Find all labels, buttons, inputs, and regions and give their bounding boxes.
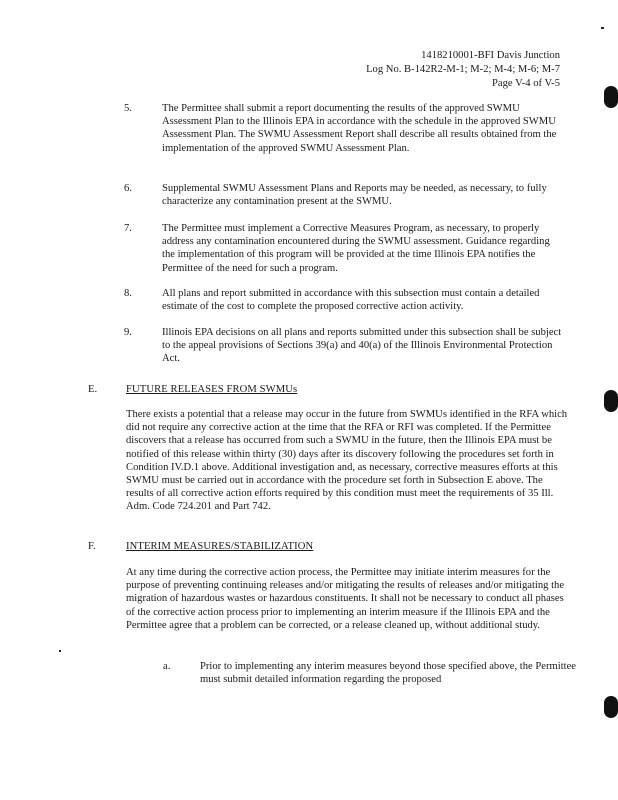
section-f-paragraph: At any time during the corrective action process, the Permittee may initiate interim measures for the purpose of preventing continuing releases and/or mitigating the results of releases and/or mitigating the migration of hazardous wastes or hazardous constituents. It shall not be necessary to conduct all phases of the corrective action process prior to implementing an interim measure if the Illinois EPA and the Permittee agree that a problem can be corrected, or a release cleaned up, without additional study. <box>126 567 565 631</box>
list-item-9 <box>124 326 564 366</box>
header-page-number: Page V-4 of V-5 <box>492 78 560 89</box>
list-item-8 <box>124 287 564 313</box>
binder-hole-middle <box>604 390 618 412</box>
subitem-letter: a. <box>163 661 171 672</box>
item-text: The Permittee shall submit a report documenting the results of the approved SWMU Assessment Plan to the Illinois EPA in accordance with the schedule in the approved SWMU Assessment Plan. The SWMU Assessment Report shall describe all results obtained from the implementation of the approved SWMU Assessment Plan. <box>162 103 557 154</box>
item-text: All plans and report submitted in accordance with this subsection must contain a detailed estimate of the cost to complete the proposed corrective action activity. <box>162 288 540 313</box>
section-f-subitem-a <box>163 660 583 686</box>
scan-mark <box>601 27 604 29</box>
section-f-title: INTERIM MEASURES/STABILIZATION <box>126 541 314 552</box>
item-number: 7. <box>124 223 132 234</box>
item-number: 9. <box>124 327 132 338</box>
subitem-text: Prior to implementing any interim measures beyond those specified above, the Permittee must submit detailed information regarding the proposed <box>200 661 576 686</box>
section-e-paragraph: There exists a potential that a release may occur in the future from SWMUs identified in the RFA which did not require any corrective action at the time that the RFA or RFI was completed. If the Permittee discovers that a release has occurred from such a SWMU in the future, then the Illinois EPA must be notified of this release within thirty (30) days after its discovery following the procedures set forth in Condition IV.D.1 above. Additional investigation and, as necessary, corrective measures efforts at this SWMU must be carried out in accordance with the procedure set forth in Subsection E above. The results of all corrective action efforts required by this condition must meet the requirements of 35 Ill. Adm. Code 724.201 and Part 742. <box>126 409 568 513</box>
header-log-number: Log No. B-142R2-M-1; M-2; M-4; M-6; M-7 <box>366 64 560 75</box>
binder-hole-bottom <box>604 696 618 718</box>
page-header <box>366 49 560 91</box>
item-text: Supplemental SWMU Assessment Plans and Reports may be needed, as necessary, to fully characterize any contamination present at the SWMU. <box>162 183 547 208</box>
section-e-letter: E. <box>88 384 98 395</box>
scan-mark <box>59 650 61 652</box>
section-e-title: FUTURE RELEASES FROM SWMUs <box>126 384 298 395</box>
item-text: Illinois EPA decisions on all plans and reports submitted under this subsection shall be subject to the appeal provisions of Sections 39(a) and 40(a) of the Illinois Environmental Protection Act. <box>162 327 562 365</box>
list-item-5 <box>124 102 564 155</box>
list-item-6 <box>124 182 564 208</box>
list-item-7 <box>124 222 564 275</box>
item-number: 6. <box>124 183 132 194</box>
item-number: 5. <box>124 103 132 114</box>
item-number: 8. <box>124 288 132 299</box>
item-text: The Permittee must implement a Corrective Measures Program, as necessary, to properly address any contamination encountered during the SWMU assessment. Guidance regarding the implementation of this program will be provided at the time Illinois EPA notifies the Permittee of the need for such a program. <box>162 223 550 274</box>
header-document-id: 1418210001-BFI Davis Junction <box>421 50 560 61</box>
binder-hole-top <box>604 86 618 108</box>
section-f-letter: F. <box>88 541 96 552</box>
